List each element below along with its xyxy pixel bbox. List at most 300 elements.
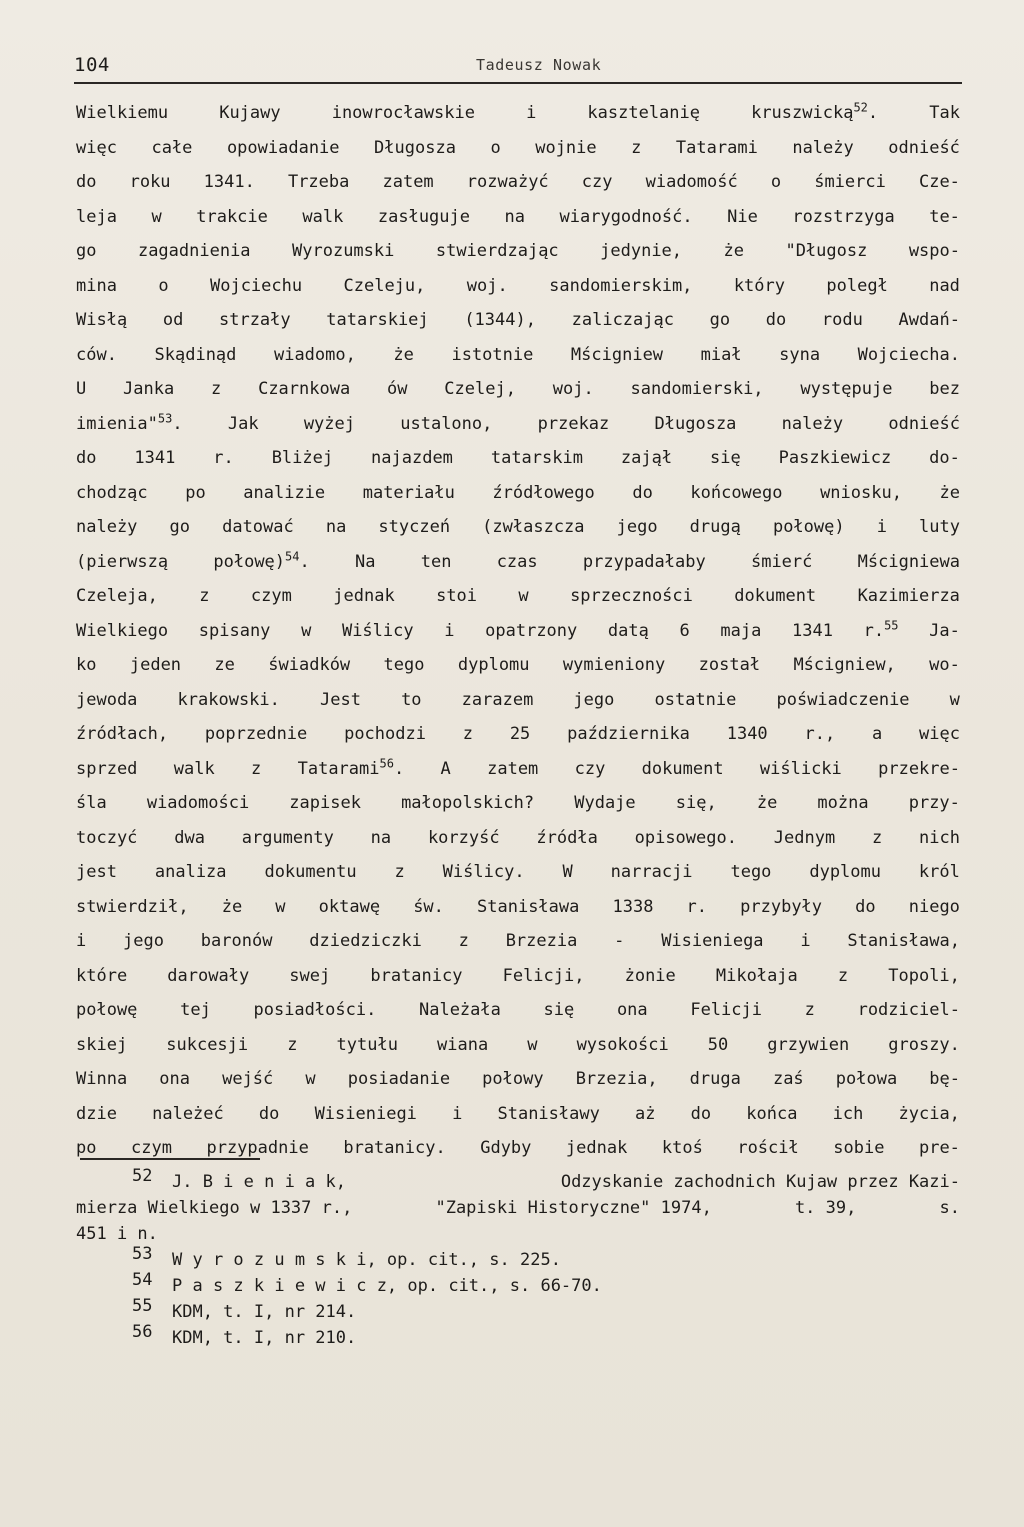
word: i	[444, 620, 455, 641]
text-line	[76, 1104, 960, 1139]
word: połowę	[76, 1000, 138, 1020]
word: października	[567, 724, 690, 744]
word: stoi	[436, 586, 478, 606]
word: Mikołaja	[715, 965, 798, 986]
word: go	[76, 241, 97, 261]
word: w	[151, 206, 162, 227]
word: Kazimierza	[857, 586, 960, 606]
footnote-number: 52	[132, 1166, 153, 1186]
word: że	[393, 344, 414, 365]
word: które	[76, 965, 128, 986]
word: należy	[76, 517, 138, 537]
footnote-text: 451 i n.	[76, 1224, 158, 1244]
text-line	[76, 1138, 960, 1173]
footnote-text: P a s z k i e w i c z, op. cit., s. 66-70.	[172, 1276, 602, 1296]
word: i	[526, 103, 537, 123]
word: który	[733, 275, 785, 296]
text-line	[76, 448, 960, 483]
word: do	[690, 1103, 712, 1124]
word: posiadanie	[347, 1069, 451, 1089]
word: nad	[929, 275, 960, 296]
word: go	[169, 517, 190, 537]
word: i	[800, 931, 811, 951]
word: ze	[214, 655, 235, 675]
word: można	[817, 793, 869, 813]
word: Jest	[320, 689, 361, 710]
word: ów	[387, 379, 408, 399]
word: Wielkiego	[76, 620, 169, 641]
word: bez	[929, 379, 960, 399]
text-line	[76, 410, 960, 449]
word: czy	[581, 172, 613, 192]
word: syna	[779, 344, 821, 365]
word: materiału	[362, 482, 455, 503]
word: Wiślicy.	[442, 862, 525, 882]
word: w	[518, 586, 529, 606]
word: 1341	[134, 448, 176, 468]
word: ona	[616, 1000, 648, 1020]
footnote-number: 55	[132, 1296, 153, 1316]
word: roku	[129, 172, 171, 192]
word: się	[710, 448, 741, 468]
word: leja	[76, 206, 117, 227]
text-line	[76, 310, 960, 345]
word: z	[837, 965, 849, 986]
word: Czarnkowa	[258, 379, 351, 399]
footnote-text: "Zapiski Historyczne" 1974,	[435, 1198, 712, 1218]
word: z	[462, 724, 474, 744]
word: Paszkiewicz	[778, 448, 892, 468]
word: analiza	[154, 862, 227, 882]
word: Stanisławy	[497, 1103, 600, 1124]
word: niego	[908, 896, 960, 917]
word: do-	[929, 448, 960, 468]
word: końca	[746, 1103, 798, 1124]
word: z	[804, 1000, 815, 1020]
word: że	[723, 241, 744, 261]
word: sandomierskim,	[549, 275, 693, 296]
word: się	[543, 1000, 575, 1020]
word: najazdem	[371, 448, 453, 468]
word: 1341.	[203, 172, 255, 192]
word: zatem	[382, 172, 434, 192]
word: Wojciecha.	[857, 344, 960, 365]
word: ko	[76, 655, 97, 675]
word: został	[698, 655, 761, 675]
word: (pierwszą	[76, 551, 169, 572]
text-line	[76, 655, 960, 690]
text-line	[76, 1069, 960, 1104]
word: przekaz	[537, 413, 610, 434]
word: wymieniony	[562, 655, 666, 675]
word: datować	[222, 517, 294, 537]
word: i	[76, 931, 87, 951]
word: walk	[302, 206, 344, 227]
word: rozstrzyga	[792, 206, 895, 227]
word: drugą	[689, 517, 741, 537]
word: na	[504, 206, 525, 227]
text-line	[76, 931, 960, 966]
word: małopolskich?	[401, 793, 535, 813]
word: po	[185, 482, 206, 503]
word: -	[614, 931, 625, 951]
word: odnieść	[888, 137, 960, 158]
word: woj.	[466, 275, 508, 296]
text-line	[76, 793, 960, 828]
word: stwierdził,	[76, 896, 189, 917]
word: U	[76, 379, 87, 399]
word: i	[452, 1103, 463, 1124]
word: zasługuje	[377, 206, 470, 227]
word: poległ	[826, 275, 888, 296]
footnote-number: 53	[132, 1244, 153, 1264]
word: aż	[635, 1103, 656, 1124]
footnote-53	[76, 1244, 960, 1276]
word: zajął	[620, 448, 673, 468]
word: w	[305, 1069, 316, 1089]
word: "Długosz	[785, 241, 868, 261]
word: r.	[213, 448, 234, 468]
word: do	[855, 896, 876, 917]
word: zagadnienia	[137, 241, 251, 261]
word: jest	[76, 862, 117, 882]
footnote-text: KDM, t. I, nr 210.	[172, 1328, 357, 1348]
word: kasztelanię	[587, 103, 700, 123]
word: świadków	[268, 655, 351, 675]
text-line	[76, 1035, 960, 1070]
word: jego	[573, 689, 615, 710]
word: Gdyby	[480, 1138, 532, 1158]
word: o	[770, 172, 782, 192]
word: Brzezia,	[575, 1069, 658, 1089]
word: przekre-	[878, 758, 960, 779]
word: sobie	[833, 1138, 885, 1158]
text-line	[76, 586, 960, 621]
word: w	[949, 689, 960, 710]
word: a	[871, 724, 883, 744]
word: Stanisława	[477, 896, 580, 917]
word: skiej	[76, 1034, 128, 1055]
word: z	[458, 931, 469, 951]
text-line	[76, 379, 960, 414]
word: się,	[675, 793, 717, 813]
word: należeć	[152, 1103, 224, 1124]
word: opisowego.	[634, 827, 737, 848]
word: św.	[413, 896, 444, 917]
word: do	[258, 1103, 280, 1124]
word: z	[211, 379, 222, 399]
word: więc	[919, 724, 960, 744]
word: dyplomu	[809, 862, 881, 882]
word: tatarskim	[490, 448, 583, 468]
word: 50	[707, 1034, 729, 1055]
word: baronów	[200, 931, 273, 951]
word: stwierdzając	[435, 241, 559, 261]
word: ustalono,	[400, 413, 493, 434]
text-line	[76, 138, 960, 173]
word: na	[325, 517, 347, 537]
text-line	[76, 755, 960, 794]
word: o	[158, 275, 169, 296]
word: opatrzony	[485, 620, 578, 641]
word: zatem	[487, 758, 539, 779]
word: Mścigniew,	[793, 655, 896, 675]
word: że	[756, 793, 778, 813]
word: do	[765, 310, 787, 330]
word: Mścigniewa	[857, 551, 960, 572]
word: mina	[76, 275, 117, 296]
word: poprzednie	[204, 724, 308, 744]
word: imienia"$^{53}$.	[76, 410, 183, 434]
word: korzyść	[427, 827, 500, 848]
word: czas	[496, 551, 538, 572]
text-line	[76, 966, 960, 1001]
word: r.,	[804, 724, 836, 744]
word: przypadnie	[206, 1138, 309, 1158]
word: Trzeba	[287, 172, 350, 192]
page-header	[74, 50, 962, 82]
text-line	[76, 483, 960, 518]
word: Długosza	[374, 137, 456, 158]
text-line	[76, 100, 960, 138]
text-line	[76, 617, 960, 656]
word: (zwłaszcza	[482, 517, 585, 537]
footnote-number: 54	[132, 1270, 153, 1290]
footnote-number: 56	[132, 1322, 153, 1342]
word: Felicji,	[502, 965, 585, 986]
word: bratanicy	[370, 965, 463, 986]
word: zarazem	[461, 689, 534, 710]
word: Bliżej	[271, 448, 334, 468]
word: żonie	[624, 965, 676, 986]
footnote-rule	[80, 1158, 260, 1160]
word: r.$^{55}$	[863, 617, 899, 641]
word: Janka	[123, 379, 175, 399]
word: Awdań-	[898, 310, 960, 330]
word: Cze-	[918, 172, 960, 192]
word: jeden	[129, 655, 182, 675]
text-line	[76, 862, 960, 897]
word: Nie	[727, 206, 758, 227]
word: ten	[420, 551, 452, 572]
word: W	[562, 862, 573, 882]
word: te-	[929, 206, 960, 227]
word: strzały	[218, 310, 291, 330]
word: Czeleju,	[343, 275, 426, 296]
word: posiadłości.	[253, 1000, 377, 1020]
word: bę-	[929, 1069, 960, 1089]
word: 1338	[612, 896, 654, 917]
word: od	[162, 310, 184, 330]
footnote-text: s.	[939, 1198, 960, 1218]
word: źródła	[536, 827, 598, 848]
word: wiadomości	[146, 793, 250, 813]
word: należy	[792, 137, 854, 158]
word: przy-	[908, 793, 960, 813]
word: Mścigniew	[570, 344, 664, 365]
body-text	[76, 100, 960, 1173]
word: Skądinąd	[154, 344, 237, 365]
word: ostatnie	[654, 689, 737, 710]
word: Tak	[929, 103, 960, 123]
word: Topoli,	[888, 965, 960, 986]
word: spisany	[198, 620, 271, 641]
word: groszy.	[888, 1034, 960, 1055]
running-head: Tadeusz Nowak	[476, 56, 602, 74]
footnotes	[76, 1166, 960, 1354]
text-line	[76, 690, 960, 725]
footnote-text: t. 39,	[794, 1198, 857, 1218]
word: go	[709, 310, 731, 330]
word: 6	[679, 620, 690, 641]
word: tego	[383, 655, 425, 675]
word: wojnie	[535, 137, 597, 158]
word: Wydaje	[574, 793, 636, 813]
word: istotnie	[451, 344, 534, 365]
word: 25	[509, 724, 531, 744]
word: połowę)	[772, 517, 845, 537]
word: Stanisława,	[847, 931, 960, 951]
word: to	[401, 689, 422, 710]
word: dokument	[734, 586, 817, 606]
word: Długosza	[654, 413, 737, 434]
word: darowały	[167, 965, 250, 986]
word: 1341	[791, 620, 833, 641]
footnote-52-cont	[76, 1198, 960, 1224]
word: Należała	[418, 1000, 501, 1020]
word: jednak	[565, 1138, 628, 1158]
word: źródłach,	[76, 724, 169, 744]
word: druga	[689, 1069, 741, 1089]
word: czym	[250, 586, 292, 606]
text-line	[76, 207, 960, 242]
word: wysokości	[576, 1034, 669, 1055]
word: czy	[574, 758, 606, 779]
word: swej	[289, 965, 331, 986]
word: przybyły	[740, 896, 823, 917]
word: ców.	[76, 344, 117, 365]
word: Na	[354, 551, 376, 572]
word: maja	[720, 620, 762, 641]
word: kruszwicką$^{52}$.	[751, 100, 879, 123]
word: wiana	[437, 1034, 489, 1055]
footnote-text: KDM, t. I, nr 214.	[172, 1302, 357, 1322]
word: (1344),	[464, 310, 536, 330]
word: wyżej	[303, 413, 355, 434]
footnote-54	[76, 1270, 960, 1302]
word: pochodzi	[344, 724, 426, 744]
word: woj.	[552, 379, 594, 399]
word: krakowski.	[177, 689, 280, 710]
word: dwa	[174, 827, 205, 848]
word: połowę)$^{54}$.	[213, 548, 310, 572]
word: pre-	[918, 1138, 960, 1158]
word: tatarskiej	[326, 310, 429, 330]
text-line	[76, 724, 960, 759]
word: luty	[919, 517, 960, 537]
word: dokument	[641, 758, 724, 779]
text-line	[76, 828, 960, 863]
word: dokumentu	[264, 862, 357, 882]
footnote-52-end	[76, 1224, 960, 1250]
word: Felicji	[690, 1000, 762, 1020]
word: z	[871, 827, 883, 848]
text-line	[76, 1000, 960, 1035]
word: Winna	[76, 1069, 128, 1089]
word: trakcie	[196, 206, 268, 227]
word: Tatarami	[675, 137, 758, 158]
word: w	[301, 620, 312, 641]
word: o	[490, 137, 501, 158]
text-line	[76, 172, 960, 207]
word: ona	[159, 1069, 190, 1089]
page-number: 104	[74, 54, 110, 76]
word: wiarygodność.	[559, 206, 693, 227]
word: zaliczając	[571, 310, 674, 330]
word: czym	[131, 1138, 172, 1158]
word: do	[632, 482, 653, 503]
word: życia,	[898, 1103, 960, 1124]
word: jewoda	[76, 689, 138, 710]
word: że	[221, 896, 243, 917]
word: sprzeczności	[570, 586, 693, 606]
word: styczeń	[378, 517, 451, 537]
word: śla	[76, 793, 107, 813]
word: bratanicy.	[343, 1138, 446, 1158]
word: wo-	[929, 655, 960, 675]
word: sprzed	[76, 758, 138, 779]
word: jedynie,	[600, 241, 683, 261]
word: połowy	[482, 1069, 544, 1089]
word: Wisieniegi	[314, 1103, 417, 1124]
word: w	[275, 896, 286, 917]
word: dyplomu	[457, 655, 530, 675]
word: jego	[123, 931, 164, 951]
word: wspo-	[908, 241, 960, 261]
word: odnieść	[888, 413, 960, 434]
footnote-text: J. B i e n i a k,	[172, 1172, 346, 1192]
word: nich	[919, 827, 960, 848]
word: Czelej,	[444, 379, 516, 399]
word: A	[440, 758, 451, 779]
word: rozważyć	[466, 172, 549, 192]
word: 1340	[726, 724, 768, 744]
word: ktoś	[661, 1138, 703, 1158]
word: toczyć	[76, 827, 138, 848]
footnote-text: mierza Wielkiego w 1337 r.,	[76, 1198, 353, 1218]
word: tego	[730, 862, 772, 882]
word: Czeleja,	[76, 586, 158, 606]
word: miał	[700, 344, 742, 365]
word: poświadczenie	[776, 689, 910, 710]
word: końcowego	[690, 482, 783, 503]
word: z	[287, 1034, 298, 1055]
word: rodu	[821, 310, 863, 330]
word: na	[370, 827, 392, 848]
text-line	[76, 897, 960, 932]
word: tytułu	[336, 1034, 398, 1055]
footnote-56	[76, 1322, 960, 1354]
footnote-55	[76, 1296, 960, 1328]
word: Jak	[227, 413, 259, 434]
word: po	[76, 1138, 97, 1158]
word: z	[394, 862, 405, 882]
word: sukcesji	[166, 1034, 249, 1055]
word: że	[939, 482, 960, 503]
word: i	[876, 517, 887, 537]
word: przypadałaby	[582, 551, 706, 572]
word: należy	[781, 413, 844, 434]
